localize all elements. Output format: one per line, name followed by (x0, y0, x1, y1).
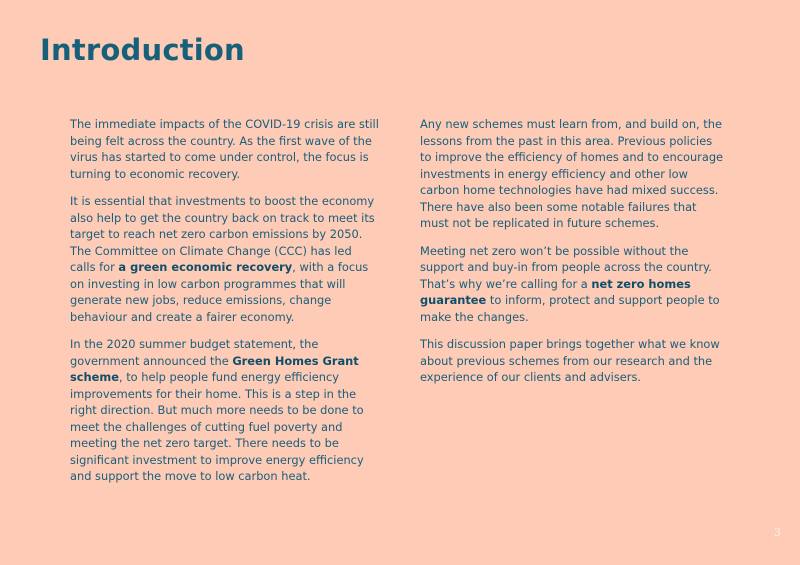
paragraph-text: In the 2020 summer budget statement, the government announced the (70, 337, 319, 368)
page-number: 3 (774, 526, 781, 539)
paragraph-text: to inform, protect and support people to make the changes. (420, 293, 720, 324)
paragraph-lessons-learned (420, 116, 725, 232)
paragraph-discussion-paper (420, 336, 725, 386)
paragraph-text: Any new schemes must learn from, and build on, the lessons from the past in this area. Previous policies to improve the efficiency of homes and to encourage investments in energy efficiency and other low carbon home technologies have had mixed success. There have also been some notable failures that must not be replicated in future schemes. (420, 117, 724, 230)
right-column (420, 116, 725, 397)
paragraph-covid-impact (70, 116, 380, 182)
paragraph-net-zero-guarantee (420, 243, 725, 326)
paragraph-green-recovery (70, 193, 380, 325)
paragraph-text: This discussion paper brings together what we know about previous schemes from our research and the experience of our clients and advisers. (420, 337, 720, 384)
emphasis-green-economic-recovery: a green economic recovery (118, 260, 293, 274)
emphasis-net-zero-homes-guarantee: net zero homes guarantee (420, 276, 691, 307)
paragraph-text: The immediate impacts of the COVID-19 crisis are still being felt across the country. As the first wave of the virus has started to come under control, the focus is turning to economic recovery. (70, 117, 379, 181)
paragraph-green-homes-grant (70, 336, 380, 485)
paragraph-text: , to help people fund energy efficiency improvements for their home. This is a step in the right direction. But much more needs to be done to meet the challenges of cutting fuel poverty and meeting the net zero target. There needs to be significant investment to improve energy efficiency and support the move to low carbon heat. (70, 370, 364, 483)
paragraph-text: Meeting net zero won’t be possible without the support and buy-in from people across the country. That’s why we’re calling for a (420, 243, 712, 291)
paragraph-text: , with a focus on investing in low carbon programmes that will generate new jobs, reduce emissions, change behaviour and create a fairer economy. (70, 260, 369, 324)
page-title: Introduction (40, 33, 245, 67)
emphasis-green-homes-grant-scheme: Green Homes Grant scheme (70, 353, 359, 384)
left-column (70, 116, 380, 496)
paragraph-text: It is essential that investments to boost the economy also help to get the country back on track to meet its target to reach net zero carbon emissions by 2050. The Committee on Climate Change (CCC) has led calls for (70, 194, 375, 274)
